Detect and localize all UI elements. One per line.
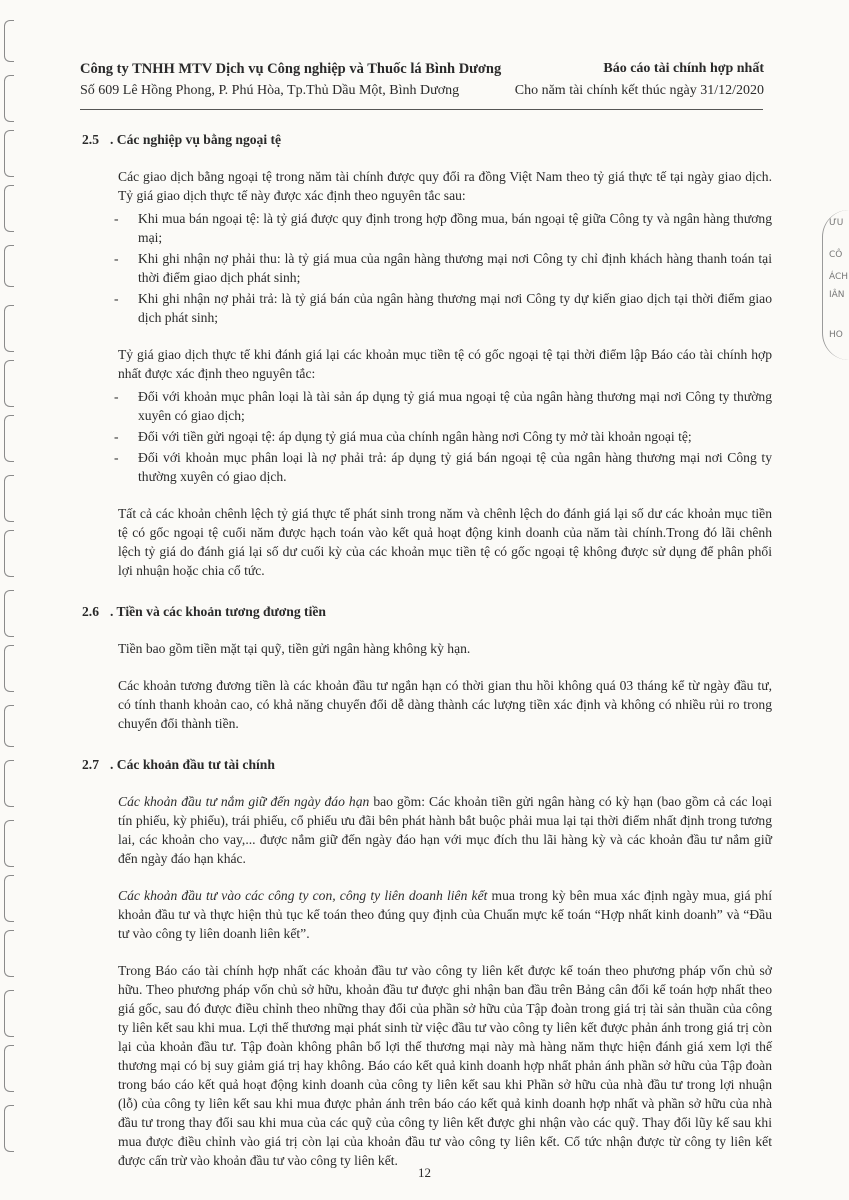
- list-item: - Đối với tiền gửi ngoại tệ: áp dụng tỷ giá mua của chính ngân hàng nơi Công ty mở tài khoản ngoại tệ;: [118, 427, 772, 446]
- company-seal-fragment: ƯU CÔ ÁCH IÂN HO: [822, 210, 849, 360]
- list-item: - Đối với khoản mục phân loại là nợ phải trả: áp dụng tỷ giá bán ngoại tệ của ngân hàng thương mại nơi Công ty thường xuyên có giao dịch.: [118, 448, 772, 486]
- section-title: . Tiền và các khoản tương đương tiền: [110, 604, 326, 619]
- section-heading-2-6: [82, 602, 772, 621]
- paragraph: Các khoản tương đương tiền là các khoản đầu tư ngắn hạn có thời gian thu hồi không quá 03 tháng kể từ ngày đầu tư, có tính thanh khoản cao, có khả năng chuyển đổi dễ dàng thành các lượng tiền xác định và không có nhiều rủi ro trong chuyển đổi thành tiền.: [118, 678, 772, 731]
- bullet-list: [118, 387, 772, 486]
- section-title: . Các nghiệp vụ bằng ngoại tệ: [110, 132, 282, 147]
- binding-holes: [0, 0, 22, 1200]
- report-title: Báo cáo tài chính hợp nhất: [603, 61, 764, 76]
- company-address: Số 609 Lê Hồng Phong, P. Phú Hòa, Tp.Thủ Dầu Một, Bình Dương: [80, 83, 460, 98]
- header-left: [80, 58, 501, 102]
- section-body-2-7: [82, 792, 772, 1170]
- section-number: 2.6: [82, 604, 99, 619]
- section-title: . Các khoản đầu tư tài chính: [110, 757, 275, 772]
- paragraph: Trong Báo cáo tài chính hợp nhất các khoản đầu tư vào công ty liên kết được kế toán theo phương pháp vốn chủ sở hữu. Theo phương pháp vốn chủ sở hữu, khoản đầu tư được ghi nhận ban đầu trên Bảng cân đối kế toán hợp nhất theo giá gốc, sau đó được điều chỉnh theo những thay đổi của phần sở hữu của Tập đoàn trong giá trị tài sản thuần của công ty liên kết sau khi mua. Lợi thế thương mại phát sinh từ việc đầu tư vào công ty liên kết được phản ánh trong giá trị còn lại của khoản đầu tư. Tập đoàn không phân bổ lợi thế thương mại này mà hàng năm thực hiện đánh giá xem lợi thế thương mại có bị suy giảm giá trị hay không. Báo cáo kết quả kinh doanh hợp nhất phản ánh phần sở hữu của Tập đoàn trong báo cáo kết quả hoạt động kinh doanh của công ty liên kết sau khi Phần sở hữu của nhà đầu tư trong lợi nhuận (lỗ) của công ty liên kết sau khi mua được phản ánh trên báo cáo kết quả kinh doanh hợp nhất và phần sở hữu của nhà đầu tư trong thay đổi sau khi mua của các quỹ của công ty liên kết được ghi nhận vào các quỹ. Thay đổi lũy kế sau khi mua được điều chỉnh vào giá trị còn lại của khoản đầu tư vào công ty liên kết. Cổ tức nhận được từ công ty liên kết được cấn trừ vào khoản đầu tư vào công ty liên kết.: [118, 963, 772, 1168]
- paragraph: Tất cả các khoản chênh lệch tỷ giá thực tế phát sinh trong năm và chênh lệch do đánh giá lại số dư các khoản mục tiền tệ có gốc ngoại tệ cuối năm được hạch toán vào kết quả hoạt động kinh doanh của năm tài chính.Trong đó lãi chênh lệch tỷ giá do đánh giá lại số dư cuối kỳ của các khoản mục tiền tệ có gốc ngoại tệ không được sử dụng để phân phối lợi nhuận hoặc chia cổ tức.: [118, 506, 772, 578]
- italic-term: Các khoản đầu tư nắm giữ đến ngày đáo hạn: [118, 794, 370, 809]
- list-item: - Khi ghi nhận nợ phải trả: là tỷ giá bán của ngân hàng thương mại nơi Công ty dự kiến giao dịch tại thời điểm giao dịch phát sinh;: [118, 289, 772, 327]
- list-item: - Khi mua bán ngoại tệ: là tỷ giá được quy định trong hợp đồng mua, bán ngoại tệ giữa Công ty và ngân hàng thương mại;: [118, 209, 772, 247]
- paragraph-text: mua trong kỳ bên mua xác định ngày mua, giá phí khoản đầu tư và thực hiện thủ tục kế toán theo đúng quy định của Chuẩn mực kế toán “Hợp nhất kinh doanh” và “Đầu tư vào công ty liên doanh liên kết”.: [118, 888, 772, 941]
- section-heading-2-5: [82, 130, 772, 149]
- paragraph: Tỷ giá giao dịch thực tế khi đánh giá lại các khoản mục tiền tệ có gốc ngoại tệ tại thời điểm lập Báo cáo tài chính hợp nhất được xác định theo nguyên tắc:: [118, 347, 772, 381]
- paragraph: Tiền bao gồm tiền mặt tại quỹ, tiền gửi ngân hàng không kỳ hạn.: [118, 641, 471, 656]
- paragraph: [118, 886, 772, 943]
- page-number: 12: [418, 1165, 431, 1180]
- header-right: [515, 58, 764, 102]
- list-item: - Khi ghi nhận nợ phải thu: là tỷ giá mua của ngân hàng thương mại nơi Công ty chỉ định khách hàng thanh toán tại thời điểm giao dịch phát sinh;: [118, 249, 772, 287]
- section-number: 2.5: [82, 132, 99, 147]
- report-period: Cho năm tài chính kết thúc ngày 31/12/2020: [514, 83, 764, 98]
- paragraph: [118, 792, 772, 868]
- paragraph: Các giao dịch bằng ngoại tệ trong năm tài chính được quy đổi ra đồng Việt Nam theo tỷ giá thực tế tại ngày giao dịch. Tỷ giá giao dịch thực tế này được xác định theo nguyên tắc sau:: [118, 169, 772, 203]
- paragraph-text: bao gồm: Các khoản tiền gửi ngân hàng có kỳ hạn (bao gồm cả các loại tín phiếu, kỳ phiếu), trái phiếu, cổ phiếu ưu đãi bên phát hành bắt buộc phải mua lại tại thời điểm nhất định trong tương lai, các khoản cho vay,... được nắm giữ đến ngày đáo hạn với mục đích thu lãi hàng kỳ và các khoản đầu tư nắm giữ đến ngày đáo hạn khác.: [118, 794, 772, 866]
- company-name: Công ty TNHH MTV Dịch vụ Công nghiệp và Thuốc lá Bình Dương: [80, 61, 502, 77]
- section-heading-2-7: [82, 755, 772, 774]
- document-body: [82, 130, 772, 1188]
- list-item: - Đối với khoản mục phân loại là tài sản áp dụng tỷ giá mua ngoại tệ của ngân hàng thương mại nơi Công ty thường xuyên có giao dịch;: [118, 387, 772, 425]
- header-divider: [80, 109, 763, 110]
- section-body-2-6: [82, 639, 772, 733]
- bullet-list: [118, 209, 772, 327]
- italic-term: Các khoản đầu tư vào các công ty con, công ty liên doanh liên kết: [118, 888, 488, 903]
- section-body-2-5: [82, 167, 772, 580]
- section-number: 2.7: [82, 757, 99, 772]
